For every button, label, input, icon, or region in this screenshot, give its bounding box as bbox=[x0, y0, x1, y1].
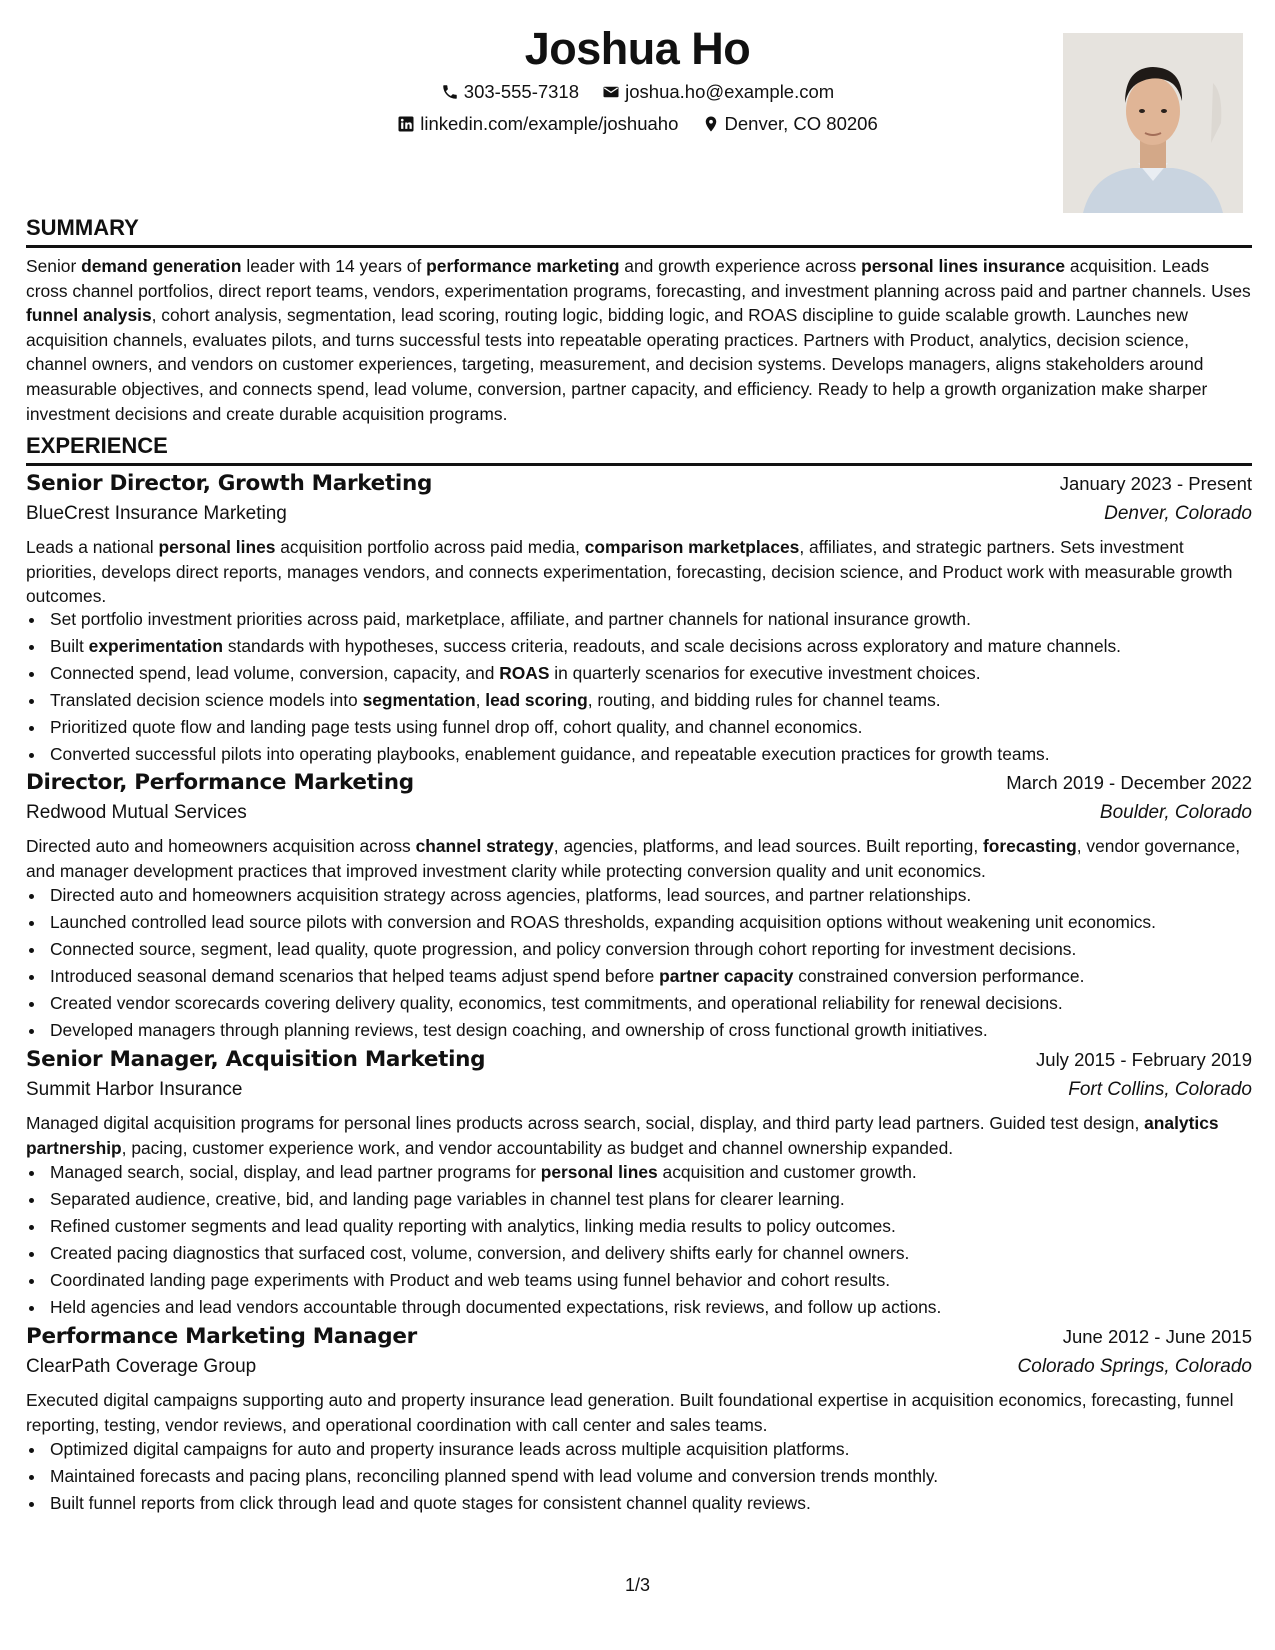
text-run: Set portfolio investment priorities across paid, marketplace, affiliate, and partner channels for national insurance growth. bbox=[50, 609, 971, 629]
bullet-item bbox=[46, 1240, 1275, 1267]
bullet-item bbox=[46, 1463, 1275, 1490]
job-title: Performance Marketing Manager bbox=[26, 1324, 417, 1349]
job-location: Denver, Colorado bbox=[1104, 503, 1252, 524]
text-run: Directed auto and homeowners acquisition across bbox=[26, 836, 416, 856]
text-run: , bbox=[475, 690, 486, 710]
text-run: Leads a national bbox=[26, 537, 159, 557]
envelope-icon bbox=[602, 83, 620, 101]
text-run: Separated audience, creative, bid, and landing page variables in channel test plans for clearer learning. bbox=[50, 1189, 845, 1209]
text-run: Prioritized quote flow and landing page tests using funnel drop off, cohort quality, and channel economics. bbox=[50, 717, 863, 737]
text-run: , routing, and bidding rules for channel teams. bbox=[587, 690, 941, 710]
bullet-item bbox=[46, 1159, 1275, 1186]
contact-email bbox=[602, 80, 834, 104]
text-run: Translated decision science models into bbox=[50, 690, 363, 710]
text-run: acquisition portfolio across paid media, bbox=[275, 537, 585, 557]
text-run: Refined customer segments and lead quality reporting with analytics, linking media results to policy outcomes. bbox=[50, 1216, 896, 1236]
text-run: Managed search, social, display, and lead partner programs for bbox=[50, 1162, 541, 1182]
company-name: Summit Harbor Insurance bbox=[26, 1079, 243, 1100]
job-dates: June 2012 - June 2015 bbox=[1062, 1326, 1252, 1347]
bullet-item bbox=[46, 1490, 1275, 1517]
text-run: leader with 14 years of bbox=[241, 256, 427, 276]
text-run: , cohort analysis, segmentation, lead scoring, routing logic, bidding logic, and ROAS discipline to guide scalable growth. Launches new acquisition channels, evaluates pilots, and turns successful tests into repeatable operating practices. Partners with Product, analytics, decision science, channel owners, and vendors on customer experiences, targeting, measurement, and decision systems. Develops managers, aligns stakeholders around measurable objectives, and connects spend, lead volume, conversion, partner capacity, and efficiency. Ready to help a growth organization make sharper investment decisions and create durable acquisition programs. bbox=[26, 305, 1208, 424]
bullet-item bbox=[46, 741, 1275, 768]
text-run: Directed auto and homeowners acquisition strategy across agencies, platforms, lead sources, and partner relationships. bbox=[50, 885, 972, 905]
bullet-item bbox=[46, 1436, 1275, 1463]
bullet-item bbox=[46, 1294, 1275, 1321]
bullet-item bbox=[46, 990, 1275, 1017]
job-summary bbox=[26, 1111, 1252, 1160]
text-run: and growth experience across bbox=[619, 256, 862, 276]
bullet-item bbox=[46, 1267, 1275, 1294]
job-bullets bbox=[26, 1159, 1275, 1321]
linkedin-icon bbox=[397, 115, 415, 133]
bullet-item bbox=[46, 909, 1275, 936]
emphasis-text: channel strategy bbox=[415, 836, 554, 856]
bullet-item bbox=[46, 633, 1275, 660]
text-run: Built bbox=[50, 636, 89, 656]
text-run: Optimized digital campaigns for auto and property insurance leads across multiple acquisition platforms. bbox=[50, 1439, 850, 1459]
map-pin-icon bbox=[702, 115, 720, 133]
text-run: constrained conversion performance. bbox=[793, 966, 1085, 986]
text-run: Connected spend, lead volume, conversion, capacity, and bbox=[50, 663, 500, 683]
emphasis-text: funnel analysis bbox=[26, 305, 152, 326]
location-text: Denver, CO 80206 bbox=[724, 113, 878, 134]
text-run: Maintained forecasts and pacing plans, reconciling planned spend with lead volume and conversion trends monthly. bbox=[50, 1466, 939, 1486]
job-location: Colorado Springs, Colorado bbox=[1017, 1356, 1252, 1377]
company-name: BlueCrest Insurance Marketing bbox=[26, 503, 287, 524]
text-run: , vendor governance, and manager development practices that improved investment clarity while protecting conversion quality and unit economics. bbox=[26, 836, 1241, 881]
emphasis-text: segmentation bbox=[362, 690, 476, 710]
emphasis-text: demand generation bbox=[81, 256, 242, 276]
text-run: Developed managers through planning reviews, test design coaching, and ownership of cross functional growth initiatives. bbox=[50, 1020, 988, 1040]
bullet-item bbox=[46, 882, 1275, 909]
text-run: Created vendor scorecards covering delivery quality, economics, test commitments, and operational reliability for renewal decisions. bbox=[50, 993, 1063, 1013]
job-bullets bbox=[26, 606, 1275, 768]
bullet-item bbox=[46, 1213, 1275, 1240]
text-run: acquisition and customer growth. bbox=[657, 1162, 917, 1182]
summary-text bbox=[26, 254, 1252, 426]
profile-photo bbox=[1063, 33, 1243, 213]
text-run: acquisition. Leads cross channel portfolios, direct report teams, vendors, experimentation programs, forecasting, and investment planning across paid and partner channels. Uses bbox=[26, 256, 1251, 301]
text-run: Connected source, segment, lead quality, quote progression, and policy conversion through cohort reporting for investment decisions. bbox=[50, 939, 1077, 959]
phone-icon bbox=[441, 83, 459, 101]
bullet-item bbox=[46, 714, 1275, 741]
emphasis-text: analytics partnership bbox=[26, 1113, 1219, 1158]
text-run: Launched controlled lead source pilots with conversion and ROAS thresholds, expanding acquisition options without weakening unit economics. bbox=[50, 912, 1156, 932]
emphasis-text: experimentation bbox=[88, 636, 223, 656]
bullet-item bbox=[46, 687, 1275, 714]
job-title: Senior Manager, Acquisition Marketing bbox=[26, 1047, 486, 1072]
bullet-item bbox=[46, 936, 1275, 963]
job-summary bbox=[26, 535, 1252, 609]
linkedin-link[interactable]: linkedin.com/example/joshuaho bbox=[420, 113, 679, 134]
text-run: Executed digital campaigns supporting auto and property insurance lead generation. Built foundational expertise in acquisition economics, forecasting, funnel reporting, testing, vendor reviews, and operational coordination with call center and sales teams. bbox=[26, 1390, 1234, 1435]
bullet-item bbox=[46, 963, 1275, 990]
bullet-item bbox=[46, 1186, 1275, 1213]
contact-phone bbox=[441, 80, 579, 104]
job-bullets bbox=[26, 882, 1275, 1044]
phone-text[interactable]: 303-555-7318 bbox=[463, 81, 580, 102]
text-run: standards with hypotheses, success criteria, readouts, and scale decisions across exploratory and mature channels. bbox=[223, 636, 1122, 656]
contact-location bbox=[702, 112, 878, 136]
emphasis-text: performance marketing bbox=[426, 256, 620, 276]
bullet-item bbox=[46, 1017, 1275, 1044]
job-title: Director, Performance Marketing bbox=[26, 770, 414, 795]
emphasis-text: lead scoring bbox=[485, 690, 588, 710]
experience-heading: EXPERIENCE bbox=[26, 432, 1252, 466]
company-name: Redwood Mutual Services bbox=[26, 802, 247, 823]
text-run: Managed digital acquisition programs for personal lines products across search, social, display, and third party lead partners. Guided test design, bbox=[26, 1113, 1145, 1133]
job-dates: March 2019 - December 2022 bbox=[1006, 772, 1252, 793]
text-run: , agencies, platforms, and lead sources. Built reporting, bbox=[553, 836, 983, 856]
text-run: in quarterly scenarios for executive investment choices. bbox=[549, 663, 981, 683]
text-run: , affiliates, and strategic partners. Sets investment priorities, develops direct reports, manages vendors, and connects experimentation, forecasting, decision science, and Product work with measurable growth outcomes. bbox=[26, 537, 1233, 607]
summary-heading: SUMMARY bbox=[26, 214, 1252, 248]
text-run: Built funnel reports from click through lead and quote stages for consistent channel quality reviews. bbox=[50, 1493, 811, 1513]
text-run: Created pacing diagnostics that surfaced cost, volume, conversion, and delivery shifts early for channel owners. bbox=[50, 1243, 910, 1263]
emphasis-text: ROAS bbox=[499, 663, 550, 683]
contact-linkedin bbox=[397, 112, 678, 136]
job-dates: January 2023 - Present bbox=[1059, 473, 1252, 494]
page-number: 1/3 bbox=[624, 1575, 651, 1595]
job-summary bbox=[26, 1388, 1252, 1437]
emphasis-text: personal lines bbox=[158, 537, 276, 557]
text-run: Senior bbox=[26, 256, 82, 276]
emphasis-text: personal lines bbox=[540, 1162, 658, 1182]
candidate-name: Joshua Ho bbox=[524, 23, 751, 74]
text-run: Coordinated landing page experiments with Product and web teams using funnel behavior and cohort results. bbox=[50, 1270, 891, 1290]
bullet-item bbox=[46, 606, 1275, 633]
email-link[interactable]: joshua.ho@example.com bbox=[625, 81, 835, 102]
emphasis-text: forecasting bbox=[983, 836, 1077, 856]
job-location: Boulder, Colorado bbox=[1099, 802, 1252, 823]
job-summary bbox=[26, 834, 1252, 883]
job-dates: July 2015 - February 2019 bbox=[1036, 1049, 1252, 1070]
company-name: ClearPath Coverage Group bbox=[26, 1356, 257, 1377]
text-run: Converted successful pilots into operating playbooks, enablement guidance, and repeatable execution practices for growth teams. bbox=[50, 744, 1050, 764]
emphasis-text: partner capacity bbox=[659, 966, 794, 986]
bullet-item bbox=[46, 660, 1275, 687]
emphasis-text: comparison marketplaces bbox=[584, 537, 800, 557]
text-run: Held agencies and lead vendors accountable through documented expectations, risk reviews, and follow up actions. bbox=[50, 1297, 942, 1317]
text-run: , pacing, customer experience work, and vendor accountability as budget and channel ownership expanded. bbox=[121, 1137, 954, 1158]
job-location: Fort Collins, Colorado bbox=[1068, 1079, 1252, 1100]
job-bullets bbox=[26, 1436, 1275, 1517]
emphasis-text: personal lines insurance bbox=[861, 256, 1066, 276]
job-title: Senior Director, Growth Marketing bbox=[26, 471, 433, 496]
text-run: Introduced seasonal demand scenarios that helped teams adjust spend before bbox=[50, 966, 660, 986]
